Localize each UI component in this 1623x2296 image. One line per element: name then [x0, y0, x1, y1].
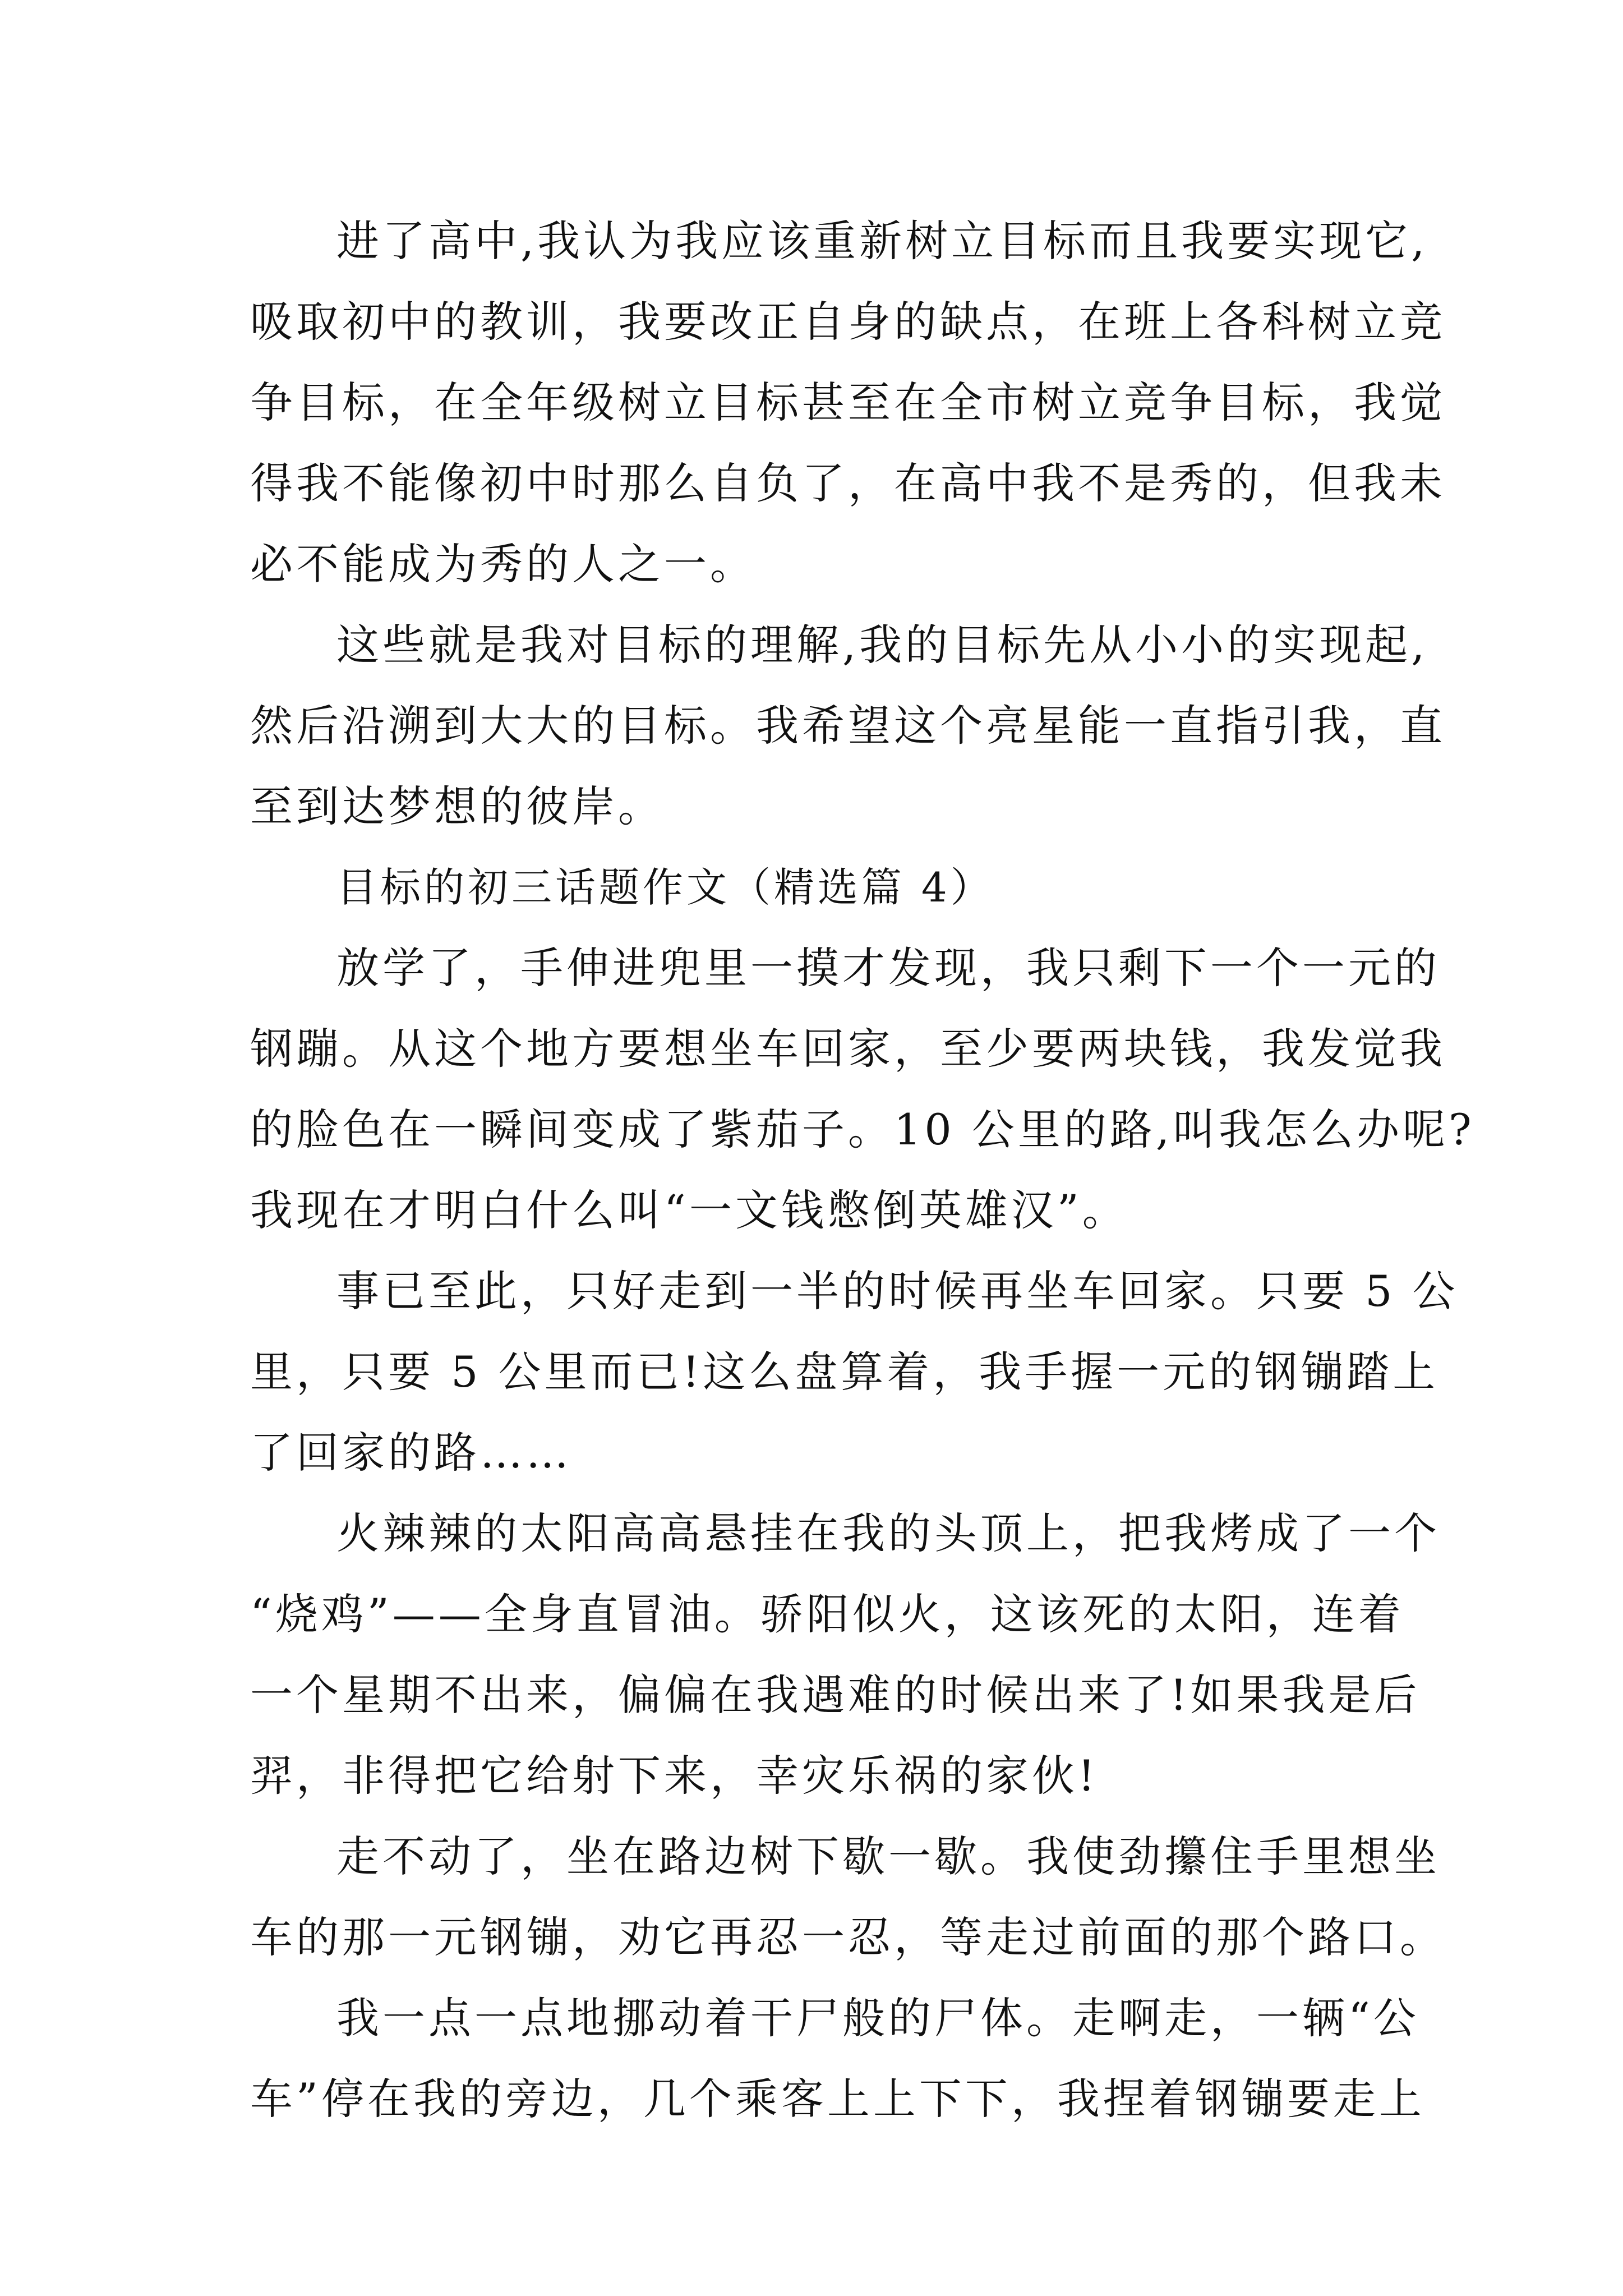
text-line: 火辣辣的太阳高高悬挂在我的头顶上，把我烤成了一个: [336, 1508, 1440, 1558]
text-line: 必不能成为秀的人之一。: [250, 539, 756, 589]
text-line: 我现在才明白什么叫“一文钱憋倒英雄汉”。: [250, 1185, 1128, 1235]
text-line: 了回家的路……: [250, 1428, 572, 1478]
text-line: 放学了，手伸进兜里一摸才发现，我只剩下一个一元的: [336, 943, 1440, 993]
text-line: 钢蹦。从这个地方要想坐车回家，至少要两块钱，我发觉我: [250, 1024, 1446, 1074]
text-line: 进了高中,我认为我应该重新树立目标而且我要实现它,: [336, 216, 1428, 266]
text-line: 里，只要 5 公里而已!这么盘算着，我手握一元的钢镚踏上: [250, 1347, 1439, 1397]
text-line: 的脸色在一瞬间变成了紫茄子。10 公里的路,叫我怎么办呢?: [250, 1105, 1475, 1154]
text-line: 这些就是我对目标的理解,我的目标先从小小的实现起,: [336, 620, 1428, 670]
section-heading: 目标的初三话题作文（精选篇 4）: [336, 864, 994, 911]
text-line: 然后沿溯到大大的目标。我希望这个亮星能一直指引我，直: [250, 701, 1446, 751]
text-line: “烧鸡”——全身直冒油。骄阳似火，这该死的太阳，连着: [250, 1589, 1404, 1639]
text-line: 羿，非得把它给射下来，幸灾乐祸的家伙!: [250, 1751, 1099, 1801]
text-line: 车”停在我的旁边，几个乘客上上下下，我捏着钢镚要走上: [250, 2074, 1425, 2124]
text-line: 车的那一元钢镚，劝它再忍一忍，等走过前面的那个路口。: [250, 1912, 1446, 1962]
text-line: 一个星期不出来，偏偏在我遇难的时候出来了!如果我是后: [250, 1670, 1421, 1720]
text-line: 争目标，在全年级树立目标甚至在全市树立竞争目标，我觉: [250, 378, 1446, 427]
text-line: 事已至此，只好走到一半的时候再坐车回家。只要 5 公: [336, 1266, 1459, 1316]
text-line: 走不动了，坐在路边树下歇一歇。我使劲攥住手里想坐: [336, 1832, 1440, 1881]
text-line: 得我不能像初中时那么自负了，在高中我不是秀的，但我未: [250, 458, 1446, 508]
text-line: 我一点一点地挪动着干尸般的尸体。走啊走，一辆“公: [336, 1993, 1419, 2043]
text-line: 吸取初中的教训，我要改正自身的缺点，在班上各科树立竞: [250, 297, 1446, 347]
text-line: 至到达梦想的彼岸。: [250, 781, 664, 831]
